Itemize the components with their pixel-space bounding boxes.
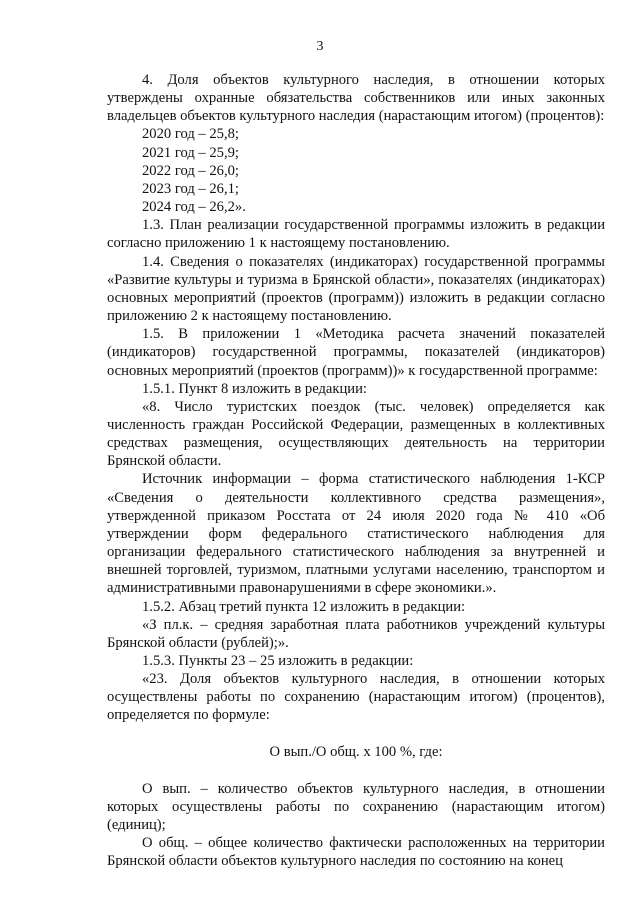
clause-1-5-2: 1.5.2. Абзац третий пункта 12 изложить в редакции: <box>142 598 466 615</box>
clause-1-4: 1.4. Сведения о показателях (индикаторах) государственной программы «Развитие культуры и туризма в Брянской области», показателях (индикаторах) основных мероприятий (проектов (программ)) изложить в редакции согласно приложению 2 к настоящему постановлению. <box>107 253 605 325</box>
o-vyp-definition: О вып. – количество объектов культурного наследия, в отношении которых осуществлены работы по сохранению (нарастающим итогом) (единиц); <box>107 780 605 834</box>
page-number: 3 <box>316 39 324 54</box>
indicator-4-paragraph: 4. Доля объектов культурного наследия, в отношении которых утверждены охранные обязательства собственников или иных законных владельцев объектов культурного наследия (нарастающим итогом) (процентов): <box>107 72 605 125</box>
year-value-2021: 2021 год – 25,9; <box>142 144 239 161</box>
year-value-2023: 2023 год – 26,1; <box>142 180 239 197</box>
o-obsch-definition: О общ. – общее количество фактически расположенных на территории Брянской области объектов культурного наследия по состоянию на конец <box>107 835 605 870</box>
year-value-2022: 2022 год – 26,0; <box>142 162 239 179</box>
formula: О вып./О общ. х 100 %, где: <box>269 743 443 760</box>
source-info-paragraph: Источник информации – форма статистического наблюдения 1-КСР «Сведения о деятельности коллективного средства размещения», утвержденной приказом Росстата от 24 июля 2020 года № 410 «Об утверждении форм федерального статистического наблюдения для организации федерального статистического наблюдения за внутренней и внешней торговлей, туризмом, платными услугами населению, транспортом и административными правонарушениями в сфере экономики.». <box>107 471 605 597</box>
point-8-text: «8. Число туристских поездок (тыс. человек) определяется как численность граждан Российской Федерации, размещенных в коллективных средствах размещения, осуществляющих деятельность на территории Брянской области. <box>107 398 605 470</box>
year-value-2020: 2020 год – 25,8; <box>142 126 239 143</box>
point-23-text: «23. Доля объектов культурного наследия, в отношении которых осуществлены работы по сохранению (нарастающим итогом) (процентов), определяется по формуле: <box>107 671 605 724</box>
year-value-2024: 2024 год – 26,2». <box>142 199 246 216</box>
document-body <box>107 71 605 871</box>
clause-1-5-3: 1.5.3. Пункты 23 – 25 изложить в редакции: <box>142 653 414 669</box>
salary-definition: «З пл.к. – средняя заработная плата работников учреждений культуры Брянской области (рублей);». <box>107 616 605 651</box>
clause-1-3: 1.3. План реализации государственной программы изложить в редакции согласно приложению 1 к настоящему постановлению. <box>107 217 605 252</box>
clause-1-5: 1.5. В приложении 1 «Методика расчета значений показателей (индикаторов) государственной программы, показателей (индикаторов) основных мероприятий (проектов (программ))» к государственной программе: <box>107 326 605 379</box>
clause-1-5-1: 1.5.1. Пункт 8 изложить в редакции: <box>142 380 367 397</box>
